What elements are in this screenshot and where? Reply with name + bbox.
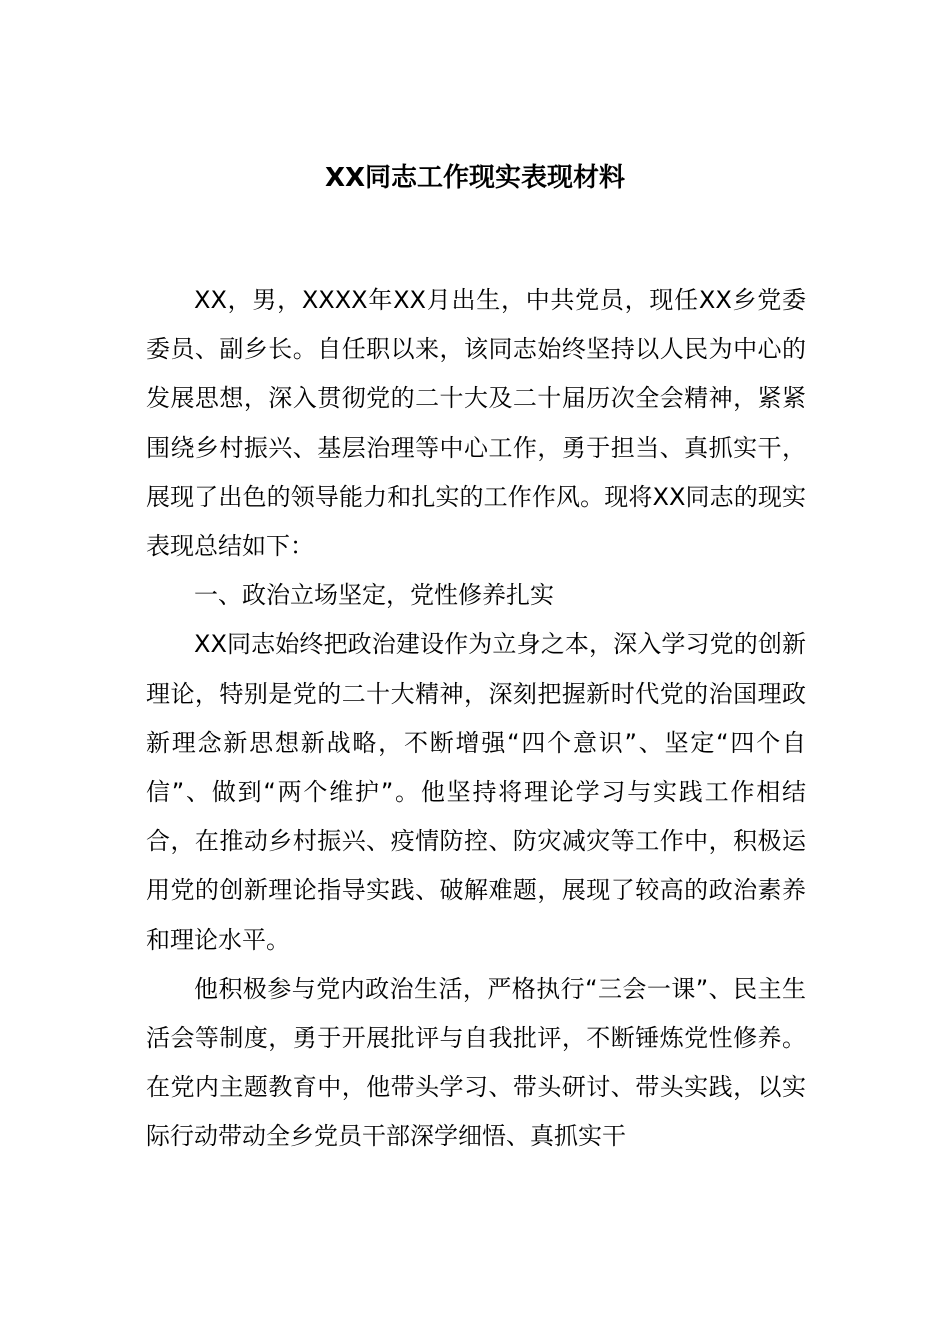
paragraph-political-stance: XX同志始终把政治建设作为立身之本，深入学习党的创新理论，特别是党的二十大精神，深刻把握新时代党的治国理政新理念新思想新战略，不断增强“四个意识”、坚定“四个自信”、做到“两个维护”。他坚持将理论学习与实践工作相结合，在推动乡村振兴、疫情防控、防灾减灾等工作中，积极运用党的创新理论指导实践、破解难题，展现了较高的政治素养和理论水平。 [146, 630, 806, 954]
paragraph-intro: XX，男，XXXX年XX月出生，中共党员，现任XX乡党委委员、副乡长。自任职以来，该同志始终坚持以人民为中心的发展思想，深入贯彻党的二十大及二十届历次全会精神，紧紧围绕乡村振兴、基层治理等中心工作，勇于担当、真抓实干，展现了出色的领导能力和扎实的工作作风。现将XX同志的现实表现总结如下： [146, 286, 806, 561]
paragraph-party-life: 他积极参与党内政治生活，严格执行“三会一课”、民主生活会等制度，勇于开展批评与自我批评，不断锤炼党性修养。在党内主题教育中，他带头学习、带头研讨、带头实践，以实际行动带动全乡党员干部深学细悟、真抓实干 [146, 974, 806, 1151]
document-body [146, 276, 806, 1162]
section-heading-1: 一、政治立场坚定，党性修养扎实 [194, 581, 554, 610]
document-title: XX同志工作现实表现材料 [324, 163, 626, 193]
